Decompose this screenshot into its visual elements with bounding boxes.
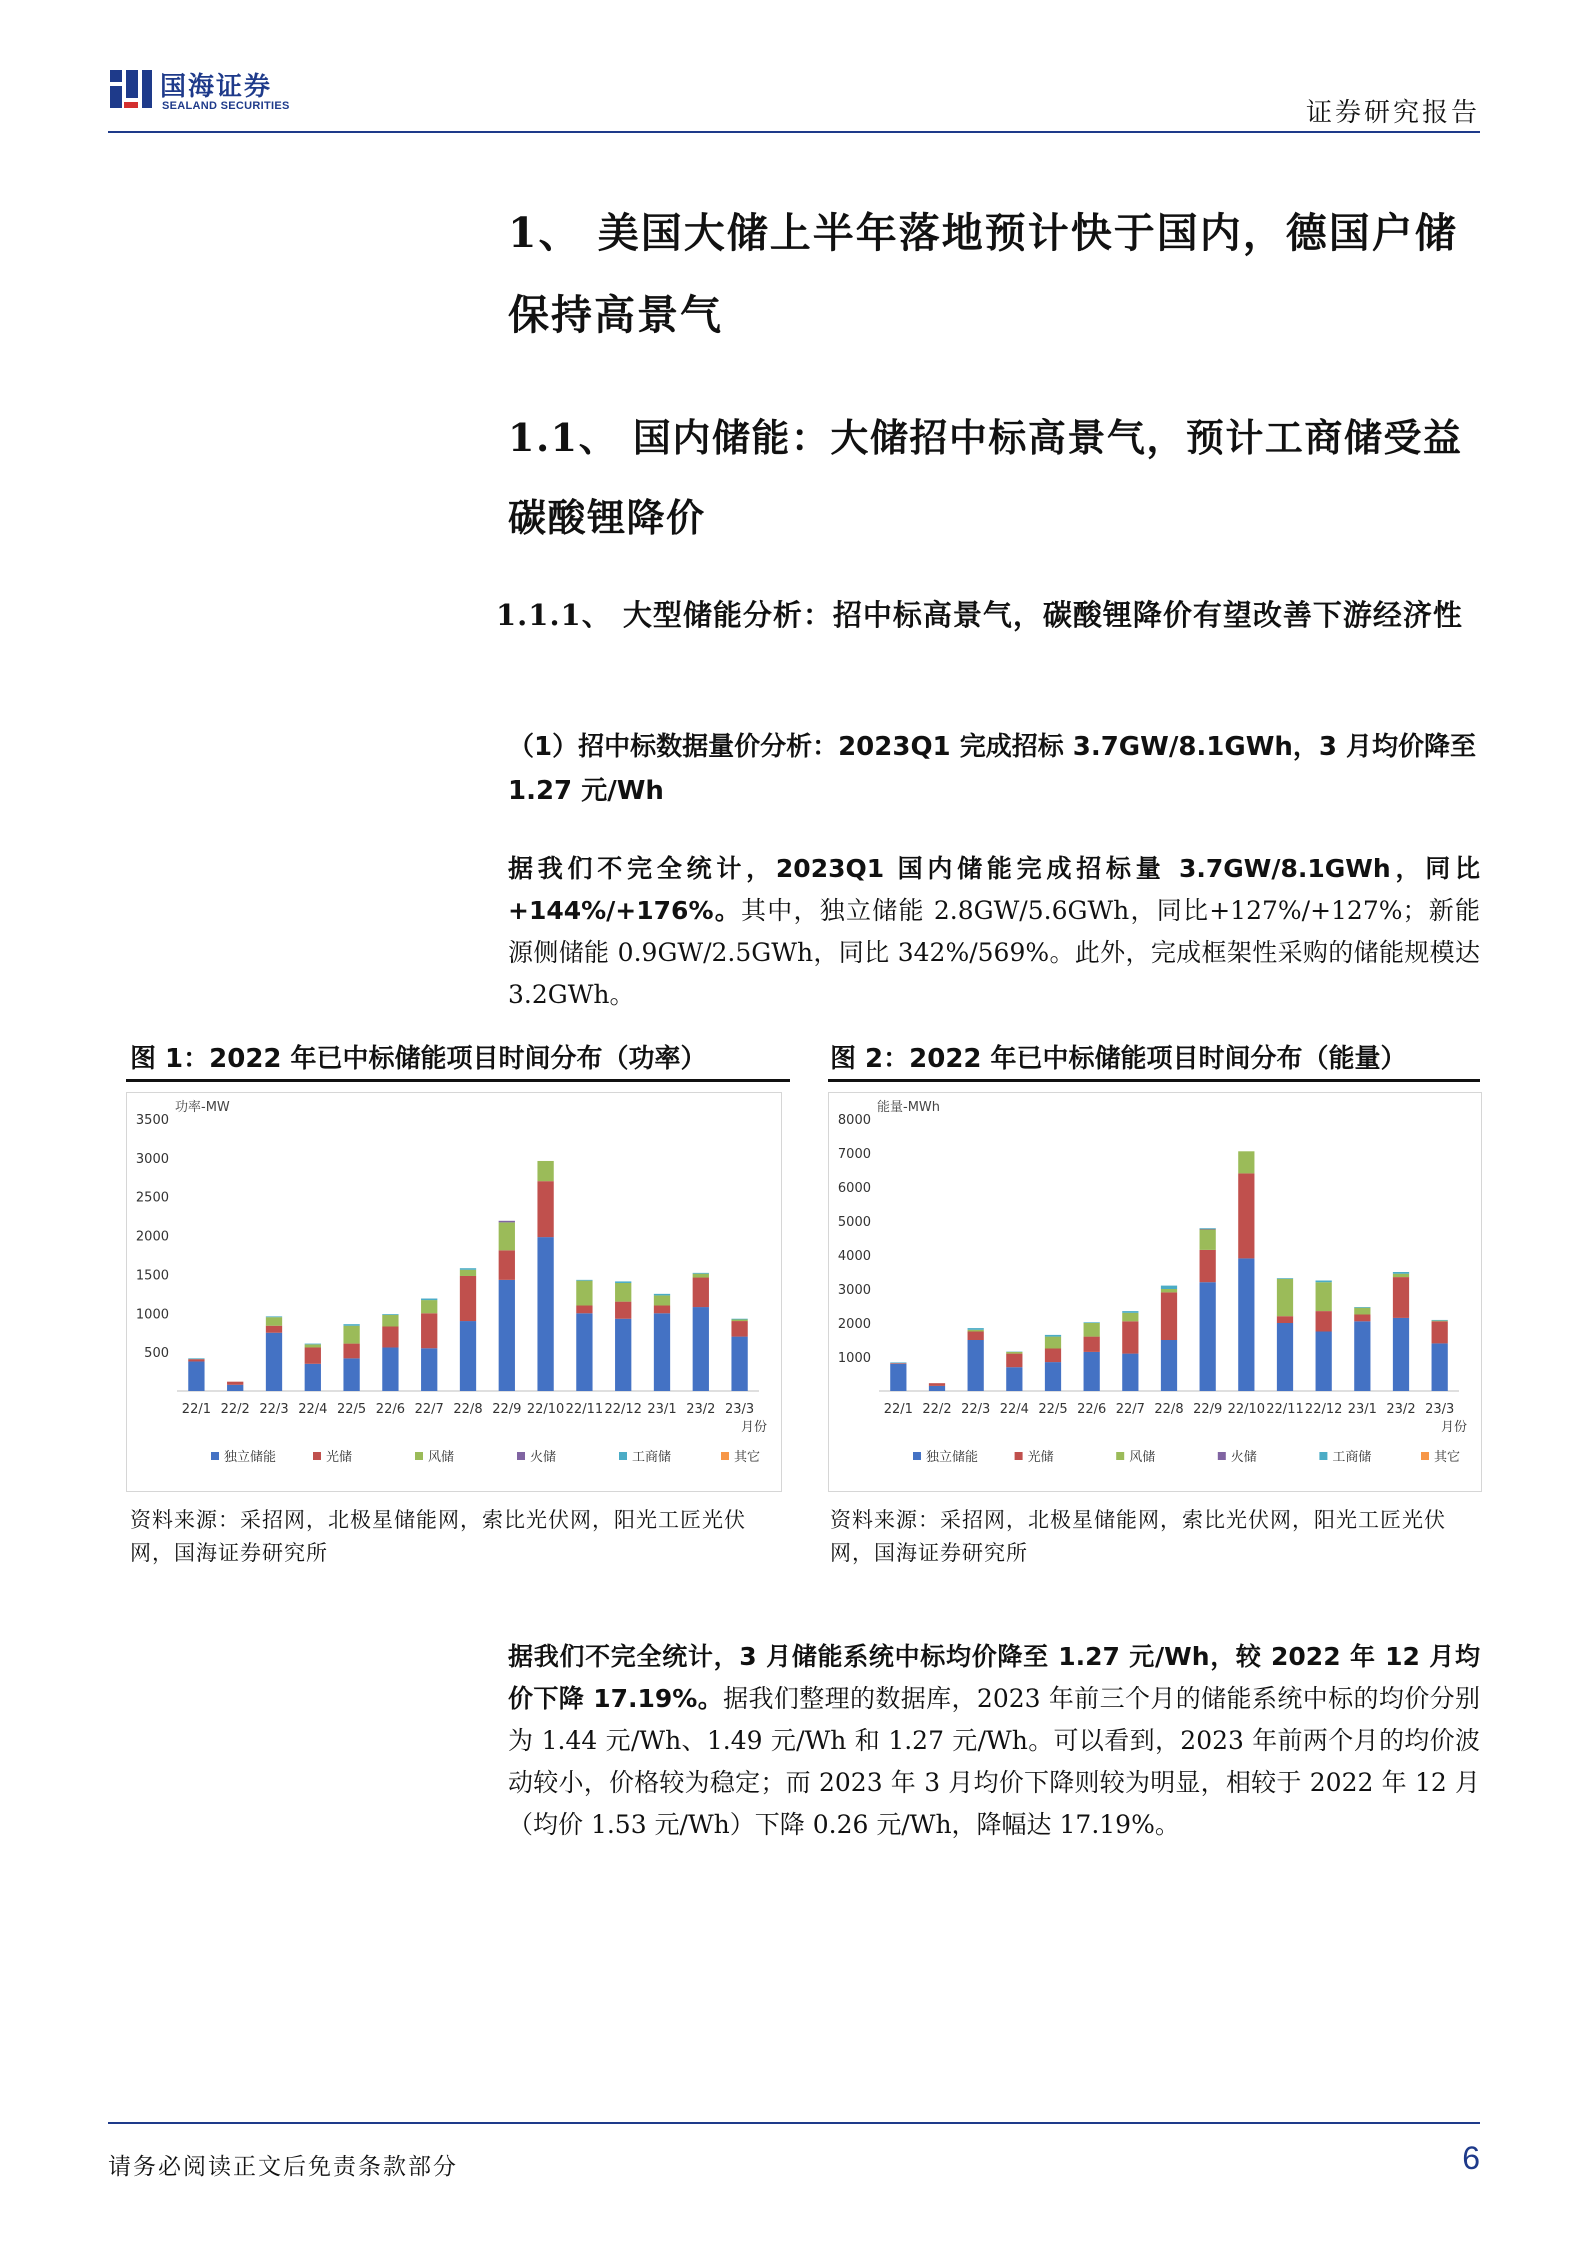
- bar-segment-光储-22/9: [1200, 1250, 1216, 1282]
- bar-segment-工商储-22/11: [1277, 1278, 1293, 1279]
- bar-segment-光储-22/10: [537, 1181, 553, 1237]
- figure-2-title: 图 2：2022 年已中标储能项目时间分布（能量）: [830, 1044, 1407, 1074]
- bar-segment-独立储能-22/2: [929, 1386, 945, 1391]
- bar-segment-光储-22/1: [890, 1363, 906, 1364]
- x-tick-label: 22/6: [1077, 1402, 1107, 1417]
- bar-segment-独立储能-22/11: [1277, 1323, 1293, 1391]
- x-tick-label: 22/2: [922, 1402, 952, 1417]
- footer-disclaimer: 请务必阅读正文后免责条款部分: [108, 2154, 458, 2180]
- x-tick-label: 22/7: [1115, 1402, 1145, 1417]
- bar-segment-工商储-22/3: [266, 1316, 282, 1317]
- legend-label: 风储: [1129, 1450, 1156, 1465]
- bar-segment-光储-22/11: [576, 1306, 592, 1314]
- x-tick-label: 22/10: [526, 1402, 565, 1417]
- x-tick-label: 23/3: [1425, 1402, 1455, 1417]
- bar-segment-风储-22/6: [382, 1315, 398, 1327]
- bar-segment-光储-22/1: [188, 1359, 204, 1361]
- bar-segment-风储-22/9: [499, 1222, 515, 1250]
- y-tick-label: 1000: [135, 1307, 169, 1323]
- bar-segment-独立储能-22/3: [968, 1340, 984, 1391]
- bar-segment-独立储能-22/7: [1122, 1354, 1138, 1391]
- legend-swatch-独立储能: [211, 1452, 219, 1460]
- bar-segment-独立储能-22/4: [1006, 1367, 1022, 1391]
- bar-segment-光储-22/11: [1277, 1316, 1293, 1323]
- bar-segment-工商储-22/1: [890, 1362, 906, 1363]
- bar-segment-风储-23/1: [654, 1295, 670, 1305]
- paragraph-1-lead: 据我们不完全统计，2023Q1 国内储能完成招标量 3.7GW/8.1GWh，同比+144%/+176%。: [508, 854, 1480, 925]
- legend-label: 独立储能: [926, 1450, 979, 1465]
- y-axis-title: 能量-MWh: [877, 1100, 941, 1115]
- bar-segment-光储-22/2: [227, 1382, 243, 1385]
- bar-segment-光储-22/12: [1316, 1311, 1332, 1331]
- x-tick-label: 22/5: [336, 1402, 367, 1417]
- legend-swatch-风储: [415, 1452, 423, 1460]
- bar-segment-工商储-23/3: [731, 1319, 747, 1320]
- bar-segment-独立储能-23/2: [1393, 1318, 1409, 1391]
- subsection-heading-1: （1）招中标数据量价分析：2023Q1 完成招标 3.7GW/8.1GWh，3 月均价降至 1.27 元/Wh: [508, 732, 1477, 806]
- bar-segment-光储-23/3: [1432, 1321, 1448, 1343]
- bar-segment-光储-23/3: [731, 1321, 747, 1337]
- legend-label: 风储: [428, 1450, 455, 1465]
- figure-2-source: 资料来源：采招网，北极星储能网，索比光伏网，阳光工匠光伏网，国海证券研究所: [830, 1508, 1446, 1565]
- y-tick-label: 7000: [837, 1147, 871, 1162]
- bar-segment-独立储能-22/1: [188, 1361, 204, 1391]
- bar-segment-光储-23/2: [1393, 1277, 1409, 1318]
- x-axis-title: 月份: [1440, 1420, 1467, 1435]
- x-tick-label: 22/1: [181, 1402, 212, 1417]
- bar-segment-光储-23/1: [1354, 1315, 1370, 1322]
- bar-segment-独立储能-22/9: [499, 1280, 515, 1391]
- bar-segment-独立储能-22/2: [227, 1385, 243, 1391]
- section-heading-1: 1、 美国大储上半年落地预计快于国内，德国户储保持高景气: [508, 209, 1458, 339]
- y-tick-label: 3000: [837, 1283, 871, 1298]
- x-tick-label: 23/1: [647, 1402, 677, 1417]
- bar-segment-工商储-22/5: [1045, 1335, 1061, 1337]
- bar-segment-独立储能-22/10: [537, 1237, 553, 1391]
- x-tick-label: 22/3: [961, 1402, 991, 1417]
- bar-segment-独立储能-22/6: [1084, 1352, 1100, 1391]
- bar-segment-风储-22/5: [1045, 1337, 1061, 1349]
- y-tick-label: 1500: [135, 1268, 169, 1284]
- bar-segment-独立储能-23/3: [1432, 1343, 1448, 1391]
- legend-swatch-火储: [1218, 1452, 1226, 1460]
- bar-segment-风储-22/10: [1238, 1151, 1254, 1173]
- x-tick-label: 22/12: [604, 1402, 642, 1417]
- bar-segment-独立储能-22/8: [1161, 1340, 1177, 1391]
- x-tick-label: 23/2: [1386, 1402, 1416, 1417]
- bar-segment-工商储-22/3: [968, 1328, 984, 1330]
- bar-segment-风储-22/8: [460, 1270, 476, 1276]
- logo-cn-text: 国海证券: [160, 72, 273, 102]
- bar-segment-光储-22/4: [305, 1347, 321, 1363]
- bar-segment-工商储-22/12: [1316, 1281, 1332, 1283]
- bar-segment-独立储能-22/12: [1316, 1332, 1332, 1392]
- y-tick-label: 2000: [837, 1317, 871, 1332]
- legend-label: 工商储: [632, 1450, 672, 1465]
- bar-segment-工商储-22/1: [188, 1358, 204, 1359]
- legend-label: 其它: [1434, 1450, 1461, 1465]
- y-tick-label: 5000: [837, 1215, 871, 1230]
- legend-label: 火储: [1230, 1450, 1257, 1465]
- legend-label: 其它: [734, 1450, 761, 1465]
- header-divider: [108, 131, 1480, 133]
- legend-swatch-风储: [1116, 1452, 1124, 1460]
- bar-segment-独立储能-22/3: [266, 1333, 282, 1391]
- bar-segment-工商储-23/2: [1393, 1272, 1409, 1274]
- y-tick-label: 3500: [135, 1113, 169, 1128]
- x-tick-label: 22/3: [259, 1402, 289, 1417]
- bar-segment-风储-22/10: [537, 1161, 553, 1181]
- bar-segment-独立储能-22/9: [1200, 1282, 1216, 1391]
- y-tick-label: 3000: [135, 1151, 169, 1167]
- figure-2-rule: [828, 1079, 1480, 1082]
- bar-segment-独立储能-22/1: [890, 1364, 906, 1391]
- legend-label: 火储: [530, 1450, 557, 1465]
- logo-en-text: SEALAND SECURITIES: [162, 100, 290, 112]
- sealand-logo-icon: [108, 66, 154, 112]
- bar-segment-风储-22/4: [1006, 1352, 1022, 1354]
- bar-segment-工商储-22/11: [576, 1280, 592, 1281]
- bar-segment-工商储-22/8: [460, 1268, 476, 1270]
- y-tick-label: 8000: [837, 1113, 871, 1128]
- bar-segment-独立储能-22/5: [1045, 1362, 1061, 1391]
- bar-segment-独立储能-22/4: [305, 1364, 321, 1391]
- bar-segment-火储-22/9: [499, 1221, 515, 1223]
- page-number: 6: [1462, 2140, 1480, 2176]
- bar-segment-光储-22/4: [1006, 1354, 1022, 1368]
- bar-segment-风储-22/12: [615, 1283, 631, 1302]
- bar-segment-工商储-23/2: [693, 1273, 709, 1274]
- bar-segment-独立储能-22/7: [421, 1348, 437, 1391]
- bar-segment-独立储能-22/11: [576, 1313, 592, 1391]
- bar-segment-风储-22/11: [1277, 1279, 1293, 1316]
- bar-segment-工商储-22/9: [1200, 1228, 1216, 1229]
- bar-segment-工商储-23/1: [654, 1294, 670, 1296]
- x-tick-label: 22/8: [453, 1402, 483, 1417]
- bar-segment-光储-22/12: [615, 1302, 631, 1319]
- legend-swatch-工商储: [1319, 1452, 1327, 1460]
- legend-swatch-其它: [1421, 1452, 1429, 1460]
- legend-label: 工商储: [1332, 1450, 1372, 1465]
- report-type: 证券研究报告: [1305, 98, 1480, 128]
- bar-segment-工商储-22/12: [615, 1281, 631, 1283]
- y-tick-label: 6000: [837, 1181, 871, 1196]
- bar-segment-独立储能-22/8: [460, 1321, 476, 1391]
- bar-segment-独立储能-23/3: [731, 1337, 747, 1391]
- bar-segment-工商储-22/7: [1122, 1311, 1138, 1313]
- figure-1-source: 资料来源：采招网，北极星储能网，索比光伏网，阳光工匠光伏网，国海证券研究所: [130, 1508, 746, 1565]
- y-tick-label: 2000: [135, 1229, 169, 1245]
- bar-segment-独立储能-22/12: [615, 1319, 631, 1391]
- bar-segment-风储-22/6: [1084, 1323, 1100, 1337]
- legend-swatch-其它: [721, 1452, 729, 1460]
- x-tick-label: 22/11: [1266, 1402, 1304, 1417]
- chart-energy-svg: [829, 1093, 1481, 1491]
- bar-segment-风储-23/1: [1354, 1308, 1370, 1315]
- bar-segment-独立储能-23/1: [654, 1313, 670, 1391]
- x-tick-label: 23/1: [1347, 1402, 1377, 1417]
- chart-power-svg: [127, 1093, 781, 1491]
- bar-segment-风储-22/8: [1161, 1289, 1177, 1292]
- bar-segment-风储-22/11: [576, 1281, 592, 1306]
- bar-segment-风储-22/9: [1200, 1230, 1216, 1250]
- bar-segment-风储-23/2: [1393, 1274, 1409, 1277]
- legend-label: 光储: [1027, 1450, 1054, 1465]
- bar-segment-风储-22/3: [266, 1317, 282, 1326]
- legend-swatch-光储: [1015, 1452, 1023, 1460]
- y-tick-label: 2500: [135, 1190, 169, 1206]
- legend-swatch-工商储: [619, 1452, 627, 1460]
- x-axis-title: 月份: [740, 1420, 767, 1435]
- bar-segment-工商储-23/1: [1354, 1307, 1370, 1308]
- x-tick-label: 22/12: [1304, 1402, 1343, 1417]
- x-tick-label: 22/8: [1154, 1402, 1184, 1417]
- x-tick-label: 23/3: [724, 1402, 755, 1417]
- bar-segment-光储-22/8: [460, 1276, 476, 1321]
- y-axis-title: 功率-MW: [175, 1100, 230, 1115]
- bar-segment-光储-22/9: [499, 1250, 515, 1280]
- bar-segment-风储-22/7: [421, 1300, 437, 1313]
- paragraph-2-lead: 据我们不完全统计，3 月储能系统中标均价降至 1.27 元/Wh，较 2022 年 12 月均价下降 17.19%。: [508, 1642, 1480, 1713]
- chart-energy: [828, 1092, 1482, 1492]
- bar-segment-光储-22/8: [1161, 1292, 1177, 1340]
- legend-swatch-独立储能: [913, 1452, 921, 1460]
- x-tick-label: 22/10: [1227, 1402, 1266, 1417]
- x-tick-label: 22/1: [883, 1402, 913, 1417]
- bar-segment-工商储-22/4: [305, 1344, 321, 1345]
- x-tick-label: 22/9: [1193, 1402, 1223, 1417]
- legend-label: 光储: [326, 1450, 353, 1465]
- bar-segment-光储-22/7: [1122, 1321, 1138, 1353]
- bar-segment-风储-22/5: [343, 1326, 359, 1344]
- bar-segment-风储-23/2: [693, 1274, 709, 1278]
- figure-1-title: 图 1：2022 年已中标储能项目时间分布（功率）: [130, 1044, 707, 1074]
- bar-segment-工商储-22/8: [1161, 1286, 1177, 1289]
- bar-segment-风储-22/12: [1316, 1282, 1332, 1311]
- x-tick-label: 22/5: [1038, 1402, 1068, 1417]
- bar-segment-独立储能-22/5: [343, 1358, 359, 1391]
- x-tick-label: 22/9: [492, 1402, 522, 1417]
- bar-segment-工商储-23/3: [1432, 1320, 1448, 1321]
- figure-1-rule: [126, 1079, 790, 1082]
- x-tick-label: 22/7: [414, 1402, 444, 1417]
- bar-segment-风储-22/7: [1122, 1313, 1138, 1322]
- bar-segment-风储-22/3: [968, 1330, 984, 1332]
- bar-segment-风储-22/4: [305, 1344, 321, 1347]
- y-tick-label: 500: [144, 1346, 169, 1362]
- bar-segment-光储-22/6: [1084, 1337, 1100, 1352]
- x-tick-label: 22/2: [220, 1402, 250, 1417]
- bar-segment-工商储-22/6: [382, 1314, 398, 1315]
- legend-swatch-火储: [517, 1452, 525, 1460]
- x-tick-label: 22/6: [375, 1402, 406, 1417]
- logo: [108, 66, 368, 116]
- bar-segment-光储-22/3: [266, 1326, 282, 1333]
- bar-segment-光储-23/2: [693, 1278, 709, 1308]
- body-paragraph-1: [508, 848, 1480, 1016]
- footer-divider: [108, 2122, 1480, 2124]
- x-tick-label: 23/2: [686, 1402, 716, 1417]
- chart-power: [126, 1092, 782, 1492]
- paragraph-1-body: 其中，独立储能 2.8GW/5.6GWh，同比+127%/+127%；新能源侧储能 0.9GW/2.5GWh，同比 342%/569%。此外，完成框架性采购的储能规模达 3.2GWh。: [508, 896, 1480, 1009]
- body-paragraph-2: [508, 1636, 1480, 1846]
- bar-segment-风储-23/3: [731, 1320, 747, 1322]
- bar-segment-独立储能-22/6: [382, 1347, 398, 1391]
- bar-segment-光储-22/7: [421, 1313, 437, 1348]
- bar-segment-光储-22/10: [1238, 1173, 1254, 1258]
- x-tick-label: 22/4: [298, 1402, 328, 1417]
- y-tick-label: 4000: [837, 1249, 871, 1264]
- bar-segment-火储-22/9: [1200, 1229, 1216, 1230]
- bar-segment-独立储能-22/10: [1238, 1258, 1254, 1391]
- legend-swatch-光储: [313, 1452, 321, 1460]
- bar-segment-独立储能-23/1: [1354, 1321, 1370, 1391]
- bar-segment-光储-22/5: [1045, 1349, 1061, 1363]
- section-heading-1-1: 1.1、 国内储能：大储招中标高景气，预计工商储受益碳酸锂降价: [508, 415, 1463, 540]
- bar-segment-独立储能-23/2: [693, 1307, 709, 1391]
- paragraph-2-body: 据我们整理的数据库，2023 年前三个月的储能系统中标的均价分别为 1.44 元/Wh、1.49 元/Wh 和 1.27 元/Wh。可以看到，2023 年前两个月的均价波动较小，价格较为稳定；而 2023 年 3 月均价下降则较为明显，相较于 2022 年 12 月（均价 1.53 元/Wh）下降 0.26 元/Wh，降幅达 17.19%。: [508, 1684, 1480, 1839]
- bar-segment-工商储-22/5: [343, 1324, 359, 1326]
- x-tick-label: 22/11: [565, 1402, 604, 1417]
- legend-label: 独立储能: [224, 1450, 277, 1465]
- bar-segment-光储-22/6: [382, 1326, 398, 1347]
- bar-segment-风储-23/3: [1432, 1321, 1448, 1322]
- bar-segment-光储-23/1: [654, 1306, 670, 1314]
- bar-segment-工商储-22/6: [1084, 1322, 1100, 1323]
- bar-segment-光储-22/2: [929, 1383, 945, 1386]
- y-tick-label: 1000: [837, 1351, 871, 1366]
- x-tick-label: 22/4: [999, 1402, 1029, 1417]
- bar-segment-光储-22/3: [968, 1332, 984, 1341]
- section-heading-1-1-1: 1.1.1、 大型储能分析：招中标高景气，碳酸锂降价有望改善下游经济性: [496, 598, 1463, 632]
- bar-segment-工商储-22/7: [421, 1299, 437, 1301]
- bar-segment-光储-22/5: [343, 1344, 359, 1359]
